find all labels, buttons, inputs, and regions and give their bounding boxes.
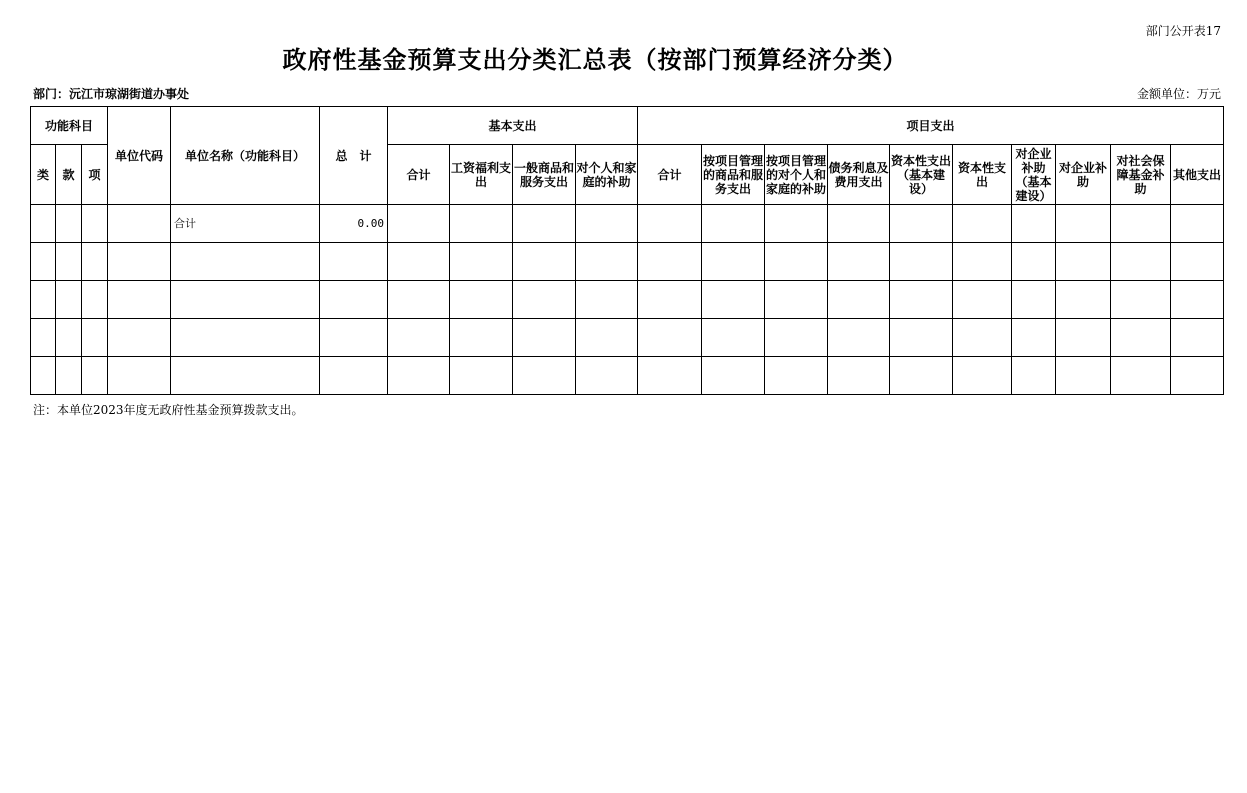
table-row [31, 205, 1224, 243]
cell-xiang [82, 205, 108, 243]
amount-unit-label: 金额单位：万元 [1136, 87, 1221, 101]
table-row [31, 319, 1224, 357]
header-goods-services: 一般商品和服务支出 [513, 145, 576, 205]
header-kuan: 款 [56, 145, 82, 205]
department-label: 部门：沅江市琼湖街道办事处 [33, 87, 190, 101]
table-row [31, 357, 1224, 395]
cell-lei [31, 205, 56, 243]
header-household-subsidy: 对个人和家庭的补助 [576, 145, 638, 205]
header-unit-name: 单位名称（功能科目） [171, 107, 320, 205]
header-debt-interest: 债务利息及费用支出 [828, 145, 890, 205]
header-project-household-subsidy: 按项目管理的对个人和家庭的补助 [765, 145, 828, 205]
header-xiang: 项 [82, 145, 108, 205]
header-basic-total: 合计 [388, 145, 450, 205]
cell-name: 合计 [171, 205, 320, 243]
table-row [31, 243, 1224, 281]
budget-table [30, 106, 1224, 395]
header-project-total: 合计 [638, 145, 702, 205]
header-unit-code: 单位代码 [108, 107, 171, 205]
header-capital-expense: 资本性支出 [953, 145, 1012, 205]
cell-total: 0.00 [320, 205, 388, 243]
page-title: 政府性基金预算支出分类汇总表（按部门预算经济分类） [282, 46, 908, 74]
header-total: 总 计 [320, 107, 388, 205]
header-enterprise-subsidy: 对企业补助 [1056, 145, 1111, 205]
header-project-expense: 项目支出 [638, 107, 1224, 145]
header-project-goods-services: 按项目管理的商品和服务支出 [702, 145, 765, 205]
cell-kuan [56, 205, 82, 243]
header-function-subject: 功能科目 [31, 107, 108, 145]
header-lei: 类 [31, 145, 56, 205]
footnote: 注：本单位2023年度无政府性基金预算拨款支出。 [33, 403, 304, 417]
header-social-security-subsidy: 对社会保障基金补助 [1111, 145, 1171, 205]
header-salary-welfare: 工资福利支出 [450, 145, 513, 205]
table-row [31, 281, 1224, 319]
header-other-expense: 其他支出 [1171, 145, 1224, 205]
header-enterprise-subsidy-construction: 对企业补助（基本建设） [1012, 145, 1056, 205]
cell-code [108, 205, 171, 243]
form-number: 部门公开表17 [1145, 24, 1221, 38]
header-capital-construction: 资本性支出（基本建设） [890, 145, 953, 205]
header-basic-expense: 基本支出 [388, 107, 638, 145]
